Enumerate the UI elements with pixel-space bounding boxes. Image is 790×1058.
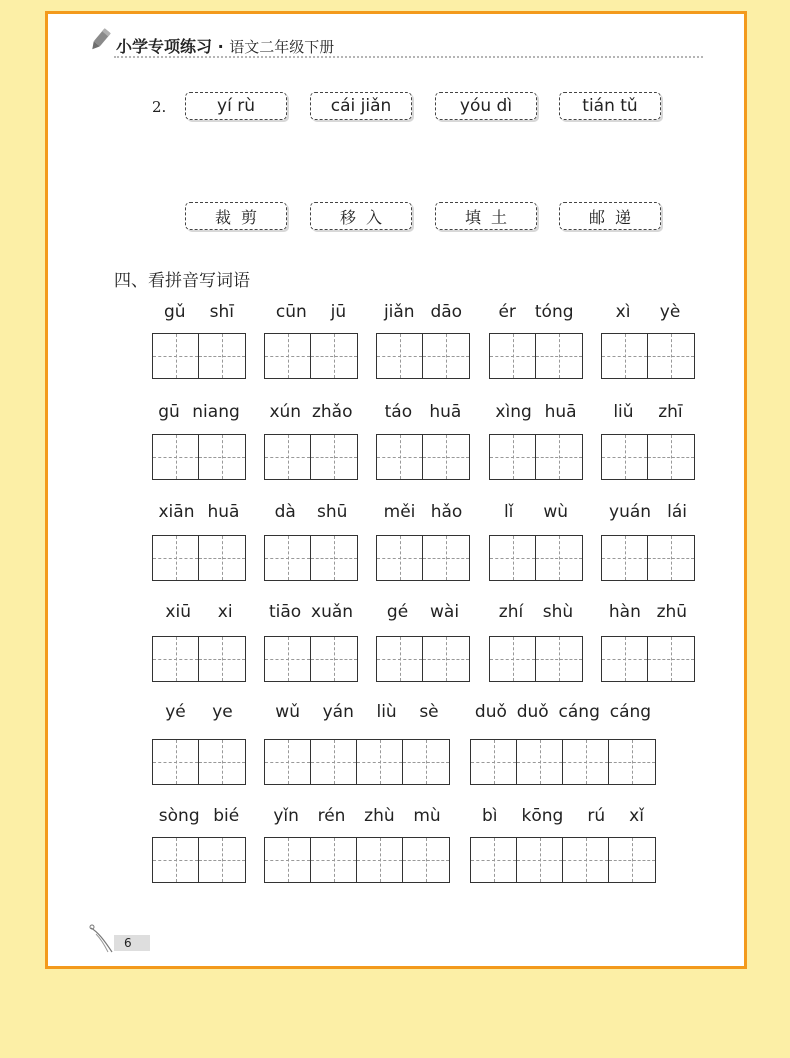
pinyin-syllable: gǔ bbox=[164, 302, 186, 322]
pinyin-prompt bbox=[376, 502, 470, 522]
writing-grid[interactable] bbox=[470, 739, 656, 785]
tianzige-cell[interactable] bbox=[490, 334, 536, 378]
tianzige-cell[interactable] bbox=[311, 435, 357, 479]
pinyin-card[interactable]: yóu dì bbox=[435, 92, 537, 120]
tianzige-cell[interactable] bbox=[311, 536, 357, 580]
pinyin-prompt bbox=[264, 806, 450, 826]
pinyin-prompt bbox=[601, 302, 695, 322]
tianzige-cell[interactable] bbox=[471, 740, 517, 784]
tianzige-cell[interactable] bbox=[311, 740, 357, 784]
pinyin-syllable: niang bbox=[192, 402, 240, 422]
writing-grid[interactable] bbox=[264, 837, 450, 883]
worksheet-page bbox=[45, 11, 747, 969]
tianzige-cell[interactable] bbox=[265, 838, 311, 882]
tianzige-cell[interactable] bbox=[517, 740, 563, 784]
tianzige-cell[interactable] bbox=[403, 740, 449, 784]
pinyin-prompt bbox=[152, 806, 246, 826]
tianzige-cell[interactable] bbox=[471, 838, 517, 882]
tianzige-cell[interactable] bbox=[609, 740, 655, 784]
pinyin-syllable: cáng bbox=[558, 702, 600, 722]
tianzige-cell[interactable] bbox=[199, 838, 245, 882]
pinyin-syllable: gū bbox=[158, 402, 180, 422]
tianzige-cell[interactable] bbox=[490, 637, 536, 681]
pinyin-prompt bbox=[152, 702, 246, 722]
pinyin-syllable: bié bbox=[213, 806, 240, 826]
pinyin-syllable: huā bbox=[544, 402, 577, 422]
pinyin-syllable: rén bbox=[317, 806, 346, 826]
tianzige-cell[interactable] bbox=[609, 838, 655, 882]
tianzige-cell[interactable] bbox=[490, 536, 536, 580]
writing-grid[interactable] bbox=[489, 535, 583, 581]
pinyin-syllable: sòng bbox=[158, 806, 200, 826]
tianzige-cell[interactable] bbox=[153, 536, 199, 580]
tianzige-cell[interactable] bbox=[311, 838, 357, 882]
pinyin-syllable: xǐ bbox=[629, 806, 644, 826]
pinyin-prompt bbox=[489, 302, 583, 322]
writing-grid[interactable] bbox=[376, 333, 470, 379]
tianzige-cell[interactable] bbox=[602, 637, 648, 681]
tianzige-cell[interactable] bbox=[517, 838, 563, 882]
tianzige-cell[interactable] bbox=[199, 637, 245, 681]
pinyin-prompt bbox=[152, 302, 246, 322]
pinyin-syllable: tóng bbox=[534, 302, 574, 322]
word-card[interactable]: 邮递 bbox=[559, 202, 661, 230]
pinyin-syllable: yǐn bbox=[273, 806, 299, 826]
book-title bbox=[116, 34, 334, 57]
word-card[interactable]: 移入 bbox=[310, 202, 412, 230]
pinyin-prompt bbox=[489, 402, 583, 422]
pinyin-syllable: yé bbox=[165, 702, 186, 722]
pinyin-syllable: xiū bbox=[165, 602, 191, 622]
tianzige-cell[interactable] bbox=[377, 637, 423, 681]
pinyin-syllable: zhū bbox=[656, 602, 688, 622]
tianzige-cell[interactable] bbox=[311, 637, 357, 681]
tianzige-cell[interactable] bbox=[265, 637, 311, 681]
tianzige-cell[interactable] bbox=[490, 435, 536, 479]
pinyin-syllable: duǒ bbox=[516, 702, 549, 722]
tianzige-cell[interactable] bbox=[536, 435, 582, 479]
header-divider bbox=[114, 56, 703, 58]
pinyin-syllable: shū bbox=[317, 502, 348, 522]
pinyin-syllable: cáng bbox=[609, 702, 652, 722]
tianzige-cell[interactable] bbox=[265, 740, 311, 784]
writing-grid[interactable] bbox=[489, 636, 583, 682]
writing-grid[interactable] bbox=[470, 837, 656, 883]
pinyin-syllable: ér bbox=[498, 302, 516, 322]
writing-grid[interactable] bbox=[152, 837, 246, 883]
writing-grid[interactable] bbox=[376, 636, 470, 682]
pinyin-syllable: měi bbox=[383, 502, 416, 522]
tianzige-cell[interactable] bbox=[563, 740, 609, 784]
writing-grid[interactable] bbox=[601, 535, 695, 581]
pinyin-syllable: dà bbox=[274, 502, 296, 522]
tianzige-cell[interactable] bbox=[265, 334, 311, 378]
pinyin-syllable: dāo bbox=[430, 302, 463, 322]
pinyin-syllable: táo bbox=[384, 402, 413, 422]
pencil-icon bbox=[88, 27, 112, 53]
tianzige-cell[interactable] bbox=[153, 838, 199, 882]
pinyin-card[interactable]: cái jiǎn bbox=[310, 92, 412, 120]
pinyin-syllable: xì bbox=[615, 302, 631, 322]
pinyin-syllable: zhī bbox=[658, 402, 683, 422]
pinyin-prompt bbox=[489, 602, 583, 622]
tianzige-cell[interactable] bbox=[403, 838, 449, 882]
tianzige-cell[interactable] bbox=[153, 740, 199, 784]
pinyin-syllable: lǐ bbox=[503, 502, 514, 522]
tianzige-cell[interactable] bbox=[199, 435, 245, 479]
pinyin-syllable: zhǎo bbox=[311, 402, 353, 422]
tianzige-cell[interactable] bbox=[377, 435, 423, 479]
pinyin-syllable: huā bbox=[429, 402, 462, 422]
question-number: 2. bbox=[152, 98, 167, 116]
tianzige-cell[interactable] bbox=[648, 334, 694, 378]
tianzige-cell[interactable] bbox=[536, 637, 582, 681]
writing-grid[interactable] bbox=[264, 434, 358, 480]
pinyin-syllable: tiāo bbox=[268, 602, 302, 622]
pinyin-syllable: xún bbox=[269, 402, 302, 422]
pinyin-prompt bbox=[152, 502, 246, 522]
pinyin-syllable: jū bbox=[330, 302, 347, 322]
tianzige-cell[interactable] bbox=[199, 536, 245, 580]
pinyin-syllable: xìng bbox=[495, 402, 532, 422]
pinyin-prompt bbox=[470, 702, 656, 722]
tianzige-cell[interactable] bbox=[265, 536, 311, 580]
page-footer bbox=[88, 924, 158, 954]
page-number: 6 bbox=[114, 935, 150, 951]
pinyin-syllable: hǎo bbox=[430, 502, 463, 522]
writing-grid[interactable] bbox=[376, 434, 470, 480]
tianzige-cell[interactable] bbox=[648, 536, 694, 580]
pinyin-syllable: yuán bbox=[609, 502, 652, 522]
pinyin-syllable: shù bbox=[542, 602, 574, 622]
pinyin-syllable: hàn bbox=[608, 602, 641, 622]
pinyin-syllable: xuǎn bbox=[311, 602, 354, 622]
pinyin-syllable: yè bbox=[659, 302, 681, 322]
tianzige-cell[interactable] bbox=[536, 536, 582, 580]
tianzige-cell[interactable] bbox=[377, 334, 423, 378]
pinyin-prompt bbox=[264, 402, 358, 422]
tianzige-cell[interactable] bbox=[153, 334, 199, 378]
pinyin-syllable: wù bbox=[543, 502, 569, 522]
writing-grid[interactable] bbox=[601, 636, 695, 682]
pinyin-card[interactable]: tián tǔ bbox=[559, 92, 661, 120]
pinyin-prompt bbox=[601, 502, 695, 522]
writing-grid[interactable] bbox=[152, 535, 246, 581]
section-title: 四、看拼音写词语 bbox=[114, 271, 250, 291]
tianzige-cell[interactable] bbox=[602, 536, 648, 580]
pinyin-syllable: zhù bbox=[364, 806, 395, 826]
pinyin-prompt bbox=[264, 702, 450, 722]
pinyin-syllable: duǒ bbox=[474, 702, 507, 722]
writing-grid[interactable] bbox=[489, 333, 583, 379]
pinyin-syllable: gé bbox=[386, 602, 409, 622]
word-card[interactable]: 填土 bbox=[435, 202, 537, 230]
tianzige-cell[interactable] bbox=[648, 435, 694, 479]
pinyin-syllable: jiǎn bbox=[383, 302, 415, 322]
tianzige-cell[interactable] bbox=[602, 334, 648, 378]
pinyin-prompt bbox=[601, 402, 695, 422]
pinyin-syllable: bì bbox=[482, 806, 498, 826]
pinyin-syllable: shī bbox=[209, 302, 234, 322]
series-title: 小学专项练习 bbox=[116, 37, 213, 56]
tianzige-cell[interactable] bbox=[199, 334, 245, 378]
pinyin-syllable: cūn bbox=[275, 302, 307, 322]
pinyin-syllable: xi bbox=[217, 602, 233, 622]
tianzige-cell[interactable] bbox=[357, 740, 403, 784]
writing-grid[interactable] bbox=[264, 535, 358, 581]
tianzige-cell[interactable] bbox=[357, 838, 403, 882]
pinyin-syllable: mù bbox=[413, 806, 441, 826]
book-subtitle: 语文二年级下册 bbox=[229, 38, 335, 56]
tianzige-cell[interactable] bbox=[536, 334, 582, 378]
pinyin-card[interactable]: yí rù bbox=[185, 92, 287, 120]
title-separator: · bbox=[217, 37, 224, 56]
tianzige-cell[interactable] bbox=[199, 740, 245, 784]
pinyin-syllable: liù bbox=[376, 702, 397, 722]
pinyin-prompt bbox=[376, 402, 470, 422]
pinyin-syllable: rú bbox=[587, 806, 606, 826]
pinyin-prompt bbox=[470, 806, 656, 826]
swirl-decoration-icon bbox=[88, 924, 116, 954]
pinyin-prompt bbox=[264, 602, 358, 622]
pinyin-syllable: yán bbox=[322, 702, 354, 722]
pinyin-prompt bbox=[264, 502, 358, 522]
writing-grid[interactable] bbox=[489, 434, 583, 480]
pinyin-syllable: xiān bbox=[158, 502, 195, 522]
writing-grid[interactable] bbox=[264, 636, 358, 682]
pinyin-syllable: sè bbox=[419, 702, 439, 722]
writing-grid[interactable] bbox=[376, 535, 470, 581]
tianzige-cell[interactable] bbox=[377, 536, 423, 580]
writing-grid[interactable] bbox=[152, 333, 246, 379]
pinyin-prompt bbox=[376, 302, 470, 322]
pinyin-syllable: huā bbox=[207, 502, 240, 522]
tianzige-cell[interactable] bbox=[265, 435, 311, 479]
pinyin-syllable: liǔ bbox=[613, 402, 634, 422]
pinyin-prompt bbox=[601, 602, 695, 622]
tianzige-cell[interactable] bbox=[423, 334, 469, 378]
writing-grid[interactable] bbox=[601, 434, 695, 480]
pinyin-syllable: wǔ bbox=[275, 702, 300, 722]
pinyin-prompt bbox=[376, 602, 470, 622]
writing-grid[interactable] bbox=[264, 739, 450, 785]
writing-grid[interactable] bbox=[152, 739, 246, 785]
pinyin-prompt bbox=[152, 602, 246, 622]
tianzige-cell[interactable] bbox=[563, 838, 609, 882]
pinyin-syllable: lái bbox=[667, 502, 687, 522]
pinyin-syllable: wài bbox=[430, 602, 460, 622]
pinyin-syllable: zhí bbox=[498, 602, 524, 622]
writing-grid[interactable] bbox=[152, 636, 246, 682]
tianzige-cell[interactable] bbox=[602, 435, 648, 479]
writing-grid[interactable] bbox=[601, 333, 695, 379]
tianzige-cell[interactable] bbox=[648, 637, 694, 681]
pinyin-prompt bbox=[489, 502, 583, 522]
tianzige-cell[interactable] bbox=[423, 637, 469, 681]
writing-grid[interactable] bbox=[152, 434, 246, 480]
tianzige-cell[interactable] bbox=[423, 435, 469, 479]
writing-grid[interactable] bbox=[264, 333, 358, 379]
pinyin-prompt bbox=[152, 402, 246, 422]
tianzige-cell[interactable] bbox=[153, 435, 199, 479]
page-header bbox=[88, 27, 703, 63]
tianzige-cell[interactable] bbox=[153, 637, 199, 681]
pinyin-syllable: ye bbox=[212, 702, 233, 722]
tianzige-cell[interactable] bbox=[311, 334, 357, 378]
pinyin-prompt bbox=[264, 302, 358, 322]
tianzige-cell[interactable] bbox=[423, 536, 469, 580]
word-card[interactable]: 裁剪 bbox=[185, 202, 287, 230]
pinyin-syllable: kōng bbox=[521, 806, 564, 826]
